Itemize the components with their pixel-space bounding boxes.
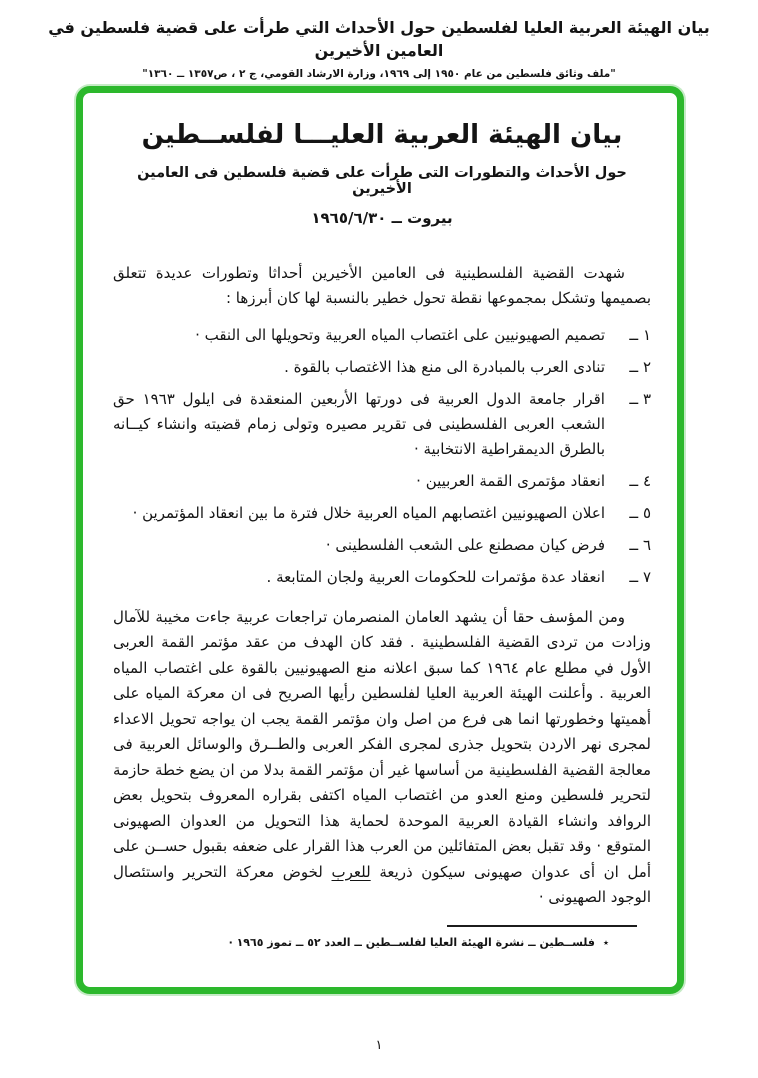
body-paragraph: [113, 605, 651, 911]
intro-paragraph: شهدت القضية الفلسطينية فى العامين الأخيرين أحداثا وتطورات عديدة تتعلق بصميمها وتشكل بمجموعها نقطة تحول خطير بالنسبة لها كان أبرزها :: [113, 263, 651, 307]
item-number: ٧ ــ: [629, 567, 651, 586]
list-item: [113, 501, 651, 526]
footnote: [113, 935, 609, 951]
numbered-list: [113, 323, 651, 590]
list-item: [113, 533, 651, 558]
list-item: [113, 565, 651, 590]
list-item: [113, 355, 651, 380]
item-text: انعقاد مؤتمرى القمة العربيين ·: [416, 471, 605, 490]
item-number: ١ ــ: [629, 325, 651, 344]
item-text: تنادى العرب بالمبادرة الى منع هذا الاغتصاب بالقوة .: [284, 357, 605, 376]
item-text: اقرار جامعة الدول العربية فى دورتها الأربعين المنعقدة فى ايلول ١٩٦٣ حق الشعب العربى الفلسطينى فى تقرير مصيره وتولى زمام قضيته وانشاء كيــانه بالطرق الديمقراطية الانتخابية ·: [113, 389, 605, 458]
body-text: ومن المؤسف حقا أن يشهد العامان المنصرمان تراجعات عربية جاءت مخيبة للآمال وزادت من تردى القضية الفلسطينية . فقد كان الهدف من عقد مؤتمر القمة العربى الأول في مطلع عام ١٩٦٤ كما سبق اعلانه منع الصهيونيين بالقوة على اغتصاب المياه العربية . وأعلنت الهيئة العربية العليا لفلسطين رأيها الصريح فى ان معركة المياه على أهميتها وخطورتها انما هى فرع من اصل وان مؤتمر القمة يجب ان يواجه تحويل الاعداء لمجرى نهر الاردن بتحويل جذرى لمجرى الفكر العربى والطــرق والوسائل العربية فى معالجة القضية الفلسطينية من أساسها غير أن مؤتمر القمة بدلا من ان يضع خطة حازمة لتحرير فلسطين ومنع العدو من اغتصاب المياه اكتفى بقراره المعروف بتحويل بعض الروافد وانشاء القيادة العربية الموحدة لحماية هذا التحويل من العدوان الصهيونى المتوقع · وقد تقبل بعض المتفائلين من العرب هذا القرار على ضعفه بقبول حســن على أمل ان أى عدوان صهيونى سيكون ذريعة: [113, 607, 652, 881]
item-text: فرض كيان مصطنع على الشعب الفلسطينى ·: [325, 535, 605, 554]
item-number: ٥ ــ: [629, 503, 651, 522]
header-title: بيان الهيئة العربية العليا لفلسطين حول الأحداث التي طرأت على قضية فلسطين في العامين الأخيرين: [48, 18, 710, 61]
page-number: ١: [375, 1038, 383, 1053]
item-number: ٣ ــ: [629, 389, 651, 408]
item-text: تصميم الصهيونيين على اغتصاب المياه العربية وتحويلها الى النقب ·: [195, 325, 605, 344]
item-number: ٤ ــ: [629, 471, 651, 490]
list-item: [113, 469, 651, 494]
list-item: [113, 387, 651, 462]
item-number: ٦ ــ: [629, 535, 651, 554]
list-item: [113, 323, 651, 348]
footnote-rule: [447, 925, 637, 927]
document-header: [0, 0, 758, 80]
document-frame: [76, 86, 684, 994]
body-text-continued: لخوض معركة التحرير واستئصال الوجود الصهيونى ·: [113, 862, 651, 906]
item-text: اعلان الصهيونيين اغتصابهم المياه العربية خلال فترة ما بين انعقاد المؤتمرين ·: [132, 503, 605, 522]
header-source-citation: "ملف وثائق فلسطين من عام ١٩٥٠ إلى ١٩٦٩، وزارة الارشاد القومي، ج ٢ ، ص١٣٥٧ ــ ١٣٦٠": [142, 68, 616, 81]
doc-dateline: بيروت ــ ١٩٦٥/٦/٣٠: [311, 208, 453, 227]
item-number: ٢ ــ: [629, 357, 651, 376]
footnote-text: فلســطين ــ نشرة الهيئة العليا لفلســطين ــ العدد ٥٢ ــ تموز ١٩٦٥ ·: [228, 935, 595, 949]
page-title: بيان الهيئة العربية العليـــا لفلســطين: [141, 120, 623, 150]
item-text: انعقاد عدة مؤتمرات للحكومات العربية ولجان المتابعة .: [266, 567, 605, 586]
footnote-asterisk-icon: ٭: [603, 935, 609, 949]
doc-subtitle: حول الأحداث والتطورات التى طرأت على قضية فلسطين فى العامين الأخيرين: [137, 164, 627, 197]
underlined-word: للعرب: [331, 862, 371, 881]
